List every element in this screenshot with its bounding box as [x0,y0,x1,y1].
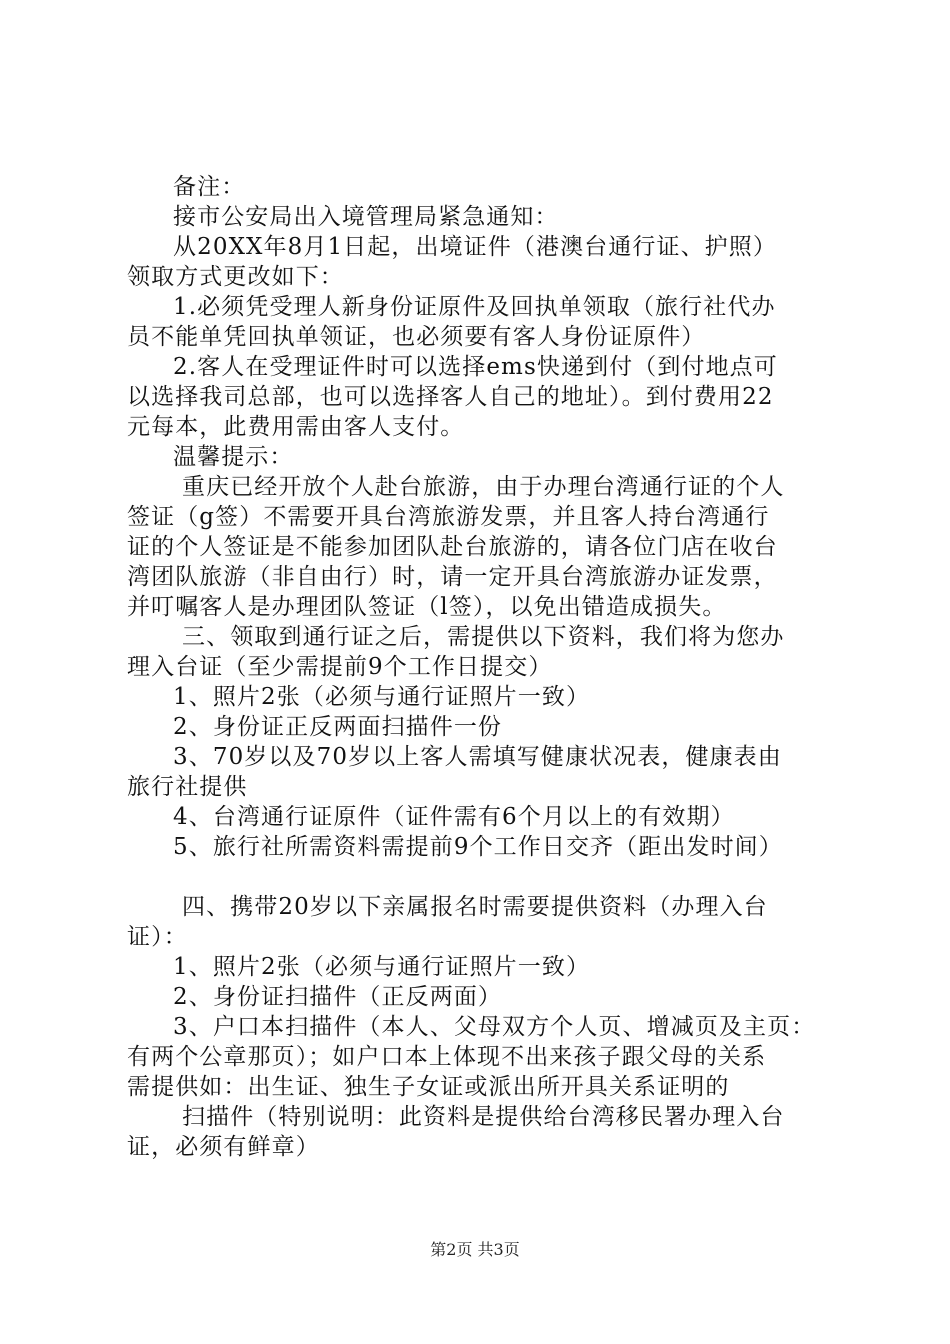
section-three-heading: 三、领取到通行证之后，需提供以下资料，我们将为您办 [182,624,785,650]
document-body [127,172,837,1162]
list-item-cont: 旅行社提供 [127,774,248,800]
tips-heading: 温馨提示： [173,444,294,470]
notice-item-2: 2.客人在受理证件时可以选择ems快递到付（到付地点可 [173,354,778,380]
tips-paragraph-cont: 湾团队旅游（非自由行）时，请一定开具台湾旅游办证发票， [127,564,778,590]
section-four-heading: 四、携带20岁以下亲属报名时需要提供资料（办理入台 [182,894,768,920]
tips-paragraph: 重庆已经开放个人赴台旅游，由于办理台湾通行证的个人 [182,474,785,500]
paragraph-gap [127,862,837,892]
list-item: 2、身份证正反两面扫描件一份 [173,714,503,740]
list-item-cont: 证，必须有鲜章） [127,1134,320,1160]
list-item: 5、旅行社所需资料需提前9个工作日交齐（距出发时间） [173,834,783,860]
list-item: 2、身份证扫描件（正反两面） [173,984,503,1010]
list-item: 1、照片2张（必须与通行证照片一致） [173,954,591,980]
list-item-cont: 扫描件（特别说明：此资料是提供给台湾移民署办理入台 [182,1104,785,1130]
tips-paragraph-cont: 签证（g签）不需要开具台湾旅游发票，并且客人持台湾通行 [127,504,770,530]
list-item: 1、照片2张（必须与通行证照片一致） [173,684,591,710]
list-item: 4、台湾通行证原件（证件需有6个月以上的有效期） [173,804,735,830]
notice-item-1: 1.必须凭受理人新身份证原件及回执单领取（旅行社代办 [173,294,776,320]
notice-line: 从20XX年8月1日起，出境证件（港澳台通行证、护照） [173,234,777,260]
notice-item-1-cont: 员不能单凭回执单领证，也必须要有客人身份证原件） [127,324,706,350]
tips-paragraph-cont: 并叮嘱客人是办理团队签证（l签），以免出错造成损失。 [127,594,727,620]
notice-intro: 接市公安局出入境管理局紧急通知： [173,204,559,230]
notice-item-2-cont: 以选择我司总部，也可以选择客人自己的地址）。到付费用22 [127,384,774,410]
note-heading: 备注： [173,174,246,200]
notice-item-2-cont: 元每本，此费用需由客人支付。 [127,414,465,440]
section-three-heading-cont: 理入台证（至少需提前9个工作日提交） [127,654,553,680]
list-item: 3、70岁以及70岁以上客人需填写健康状况表，健康表由 [173,744,782,770]
notice-line: 领取方式更改如下： [127,264,344,290]
page-number: 第2页 共3页 [430,1240,520,1259]
list-item: 3、户口本扫描件（本人、父母双方个人页、增减页及主页： [173,1014,816,1040]
tips-paragraph-cont: 证的个人签证是不能参加团队赴台旅游的，请各位门店在收台 [127,534,778,560]
list-item-cont: 需提供如：出生证、独生子女证或派出所开具关系证明的 [127,1074,730,1100]
list-item-cont: 有两个公章那页）；如户口本上体现不出来孩子跟父母的关系 [127,1044,767,1070]
section-four-heading-cont: 证）： [127,924,188,950]
